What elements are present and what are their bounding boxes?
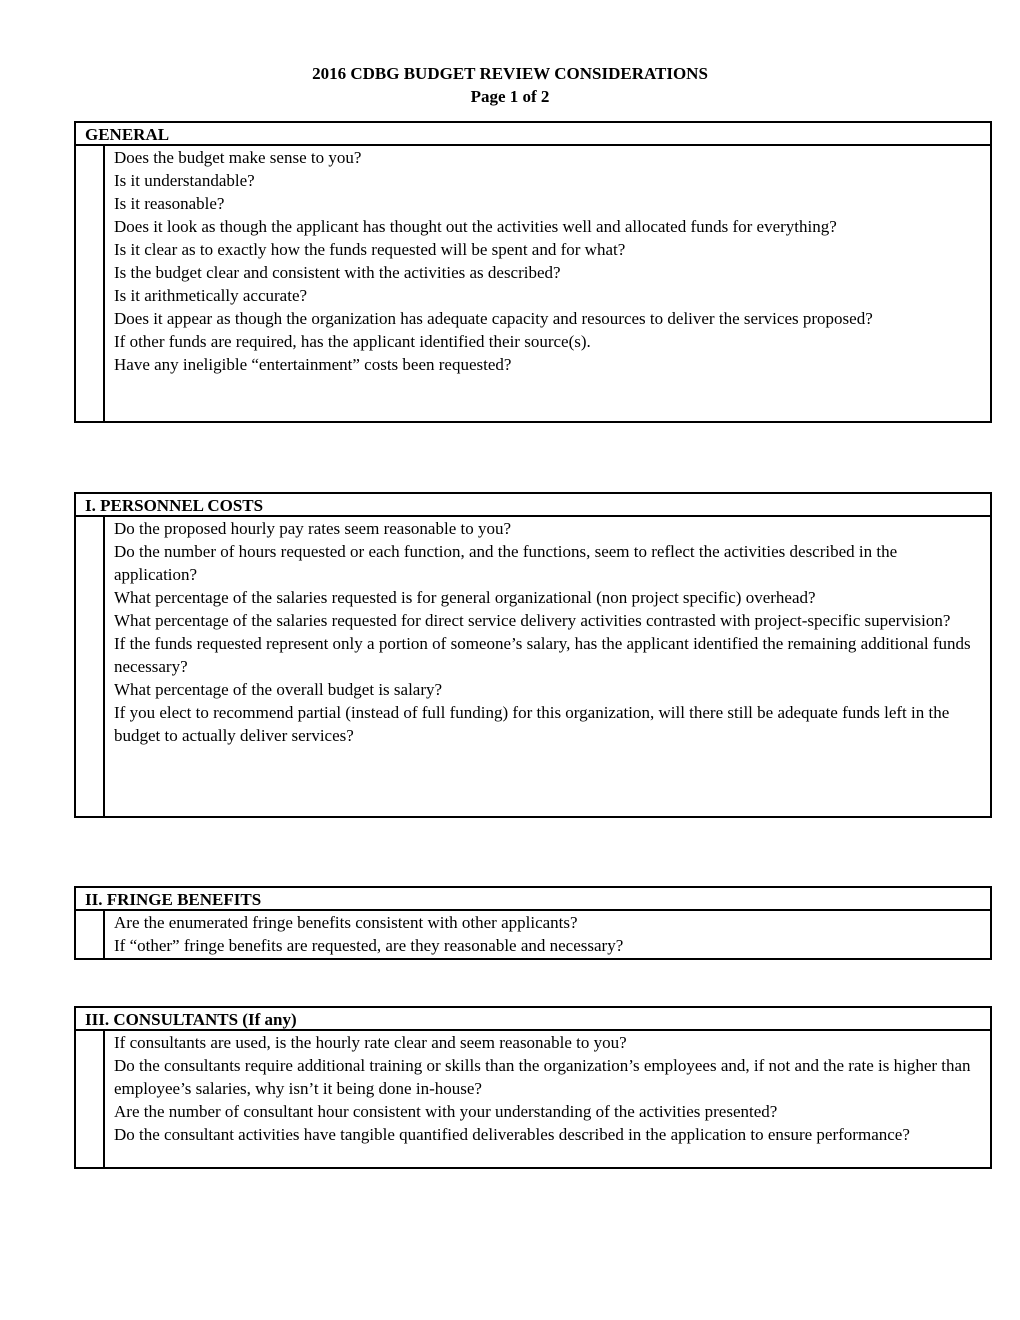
check-column [76, 1031, 105, 1169]
question: Have any ineligible “entertainment” costs been requested? [114, 355, 512, 374]
question: Does the budget make sense to you? [114, 148, 362, 167]
question: If you elect to recommend partial (instead of full funding) for this organization, will there still be adequate funds left in the budget to actually deliver services? [114, 703, 950, 745]
check-column [76, 911, 105, 960]
question: If “other” fringe benefits are requested, are they reasonable and necessary? [114, 936, 624, 955]
question: What percentage of the salaries requested is for general organizational (non project specific) overhead? [114, 588, 816, 607]
page-indicator: Page 1 of 2 [470, 87, 550, 106]
question: Is the budget clear and consistent with the activities as described? [114, 263, 561, 282]
question: If the funds requested represent only a portion of someone’s salary, has the applicant identified the remaining additional funds necessary? [114, 634, 971, 676]
section-heading: I. PERSONNEL COSTS [76, 494, 990, 517]
question: Does it appear as though the organization has adequate capacity and resources to deliver the services proposed? [114, 309, 873, 328]
question: Does it look as though the applicant has thought out the activities well and allocated funds for everything? [114, 217, 837, 236]
section-general [74, 121, 992, 423]
question: Do the consultants require additional training or skills than the organization’s employees and, if not and the rate is higher than employee’s salaries, why isn’t it being done in-house? [114, 1056, 971, 1098]
section-fringe-benefits [74, 886, 992, 960]
section-heading: II. FRINGE BENEFITS [76, 888, 990, 911]
question: Do the proposed hourly pay rates seem reasonable to you? [114, 519, 512, 538]
section-heading: GENERAL [76, 123, 990, 146]
question: Are the enumerated fringe benefits consistent with other applicants? [114, 913, 578, 932]
section-heading: III. CONSULTANTS (If any) [76, 1008, 990, 1031]
question: Do the number of hours requested or each function, and the functions, seem to reflect the activities described in the application? [114, 542, 898, 584]
question: Is it reasonable? [114, 194, 225, 213]
question: Are the number of consultant hour consistent with your understanding of the activities presented? [114, 1102, 778, 1121]
check-column [76, 146, 105, 423]
question: What percentage of the salaries requested for direct service delivery activities contrasted with project-specific supervision? [114, 611, 951, 630]
question: Is it arithmetically accurate? [114, 286, 308, 305]
question: Do the consultant activities have tangible quantified deliverables described in the application to ensure performance? [114, 1125, 910, 1144]
question: If consultants are used, is the hourly rate clear and seem reasonable to you? [114, 1033, 627, 1052]
section-personnel-costs [74, 492, 992, 818]
document-title: 2016 CDBG BUDGET REVIEW CONSIDERATIONS [312, 64, 708, 83]
question: If other funds are required, has the applicant identified their source(s). [114, 332, 591, 351]
section-consultants [74, 1006, 992, 1169]
question: Is it understandable? [114, 171, 255, 190]
question: Is it clear as to exactly how the funds requested will be spent and for what? [114, 240, 626, 259]
question: What percentage of the overall budget is salary? [114, 680, 443, 699]
check-column [76, 517, 105, 818]
